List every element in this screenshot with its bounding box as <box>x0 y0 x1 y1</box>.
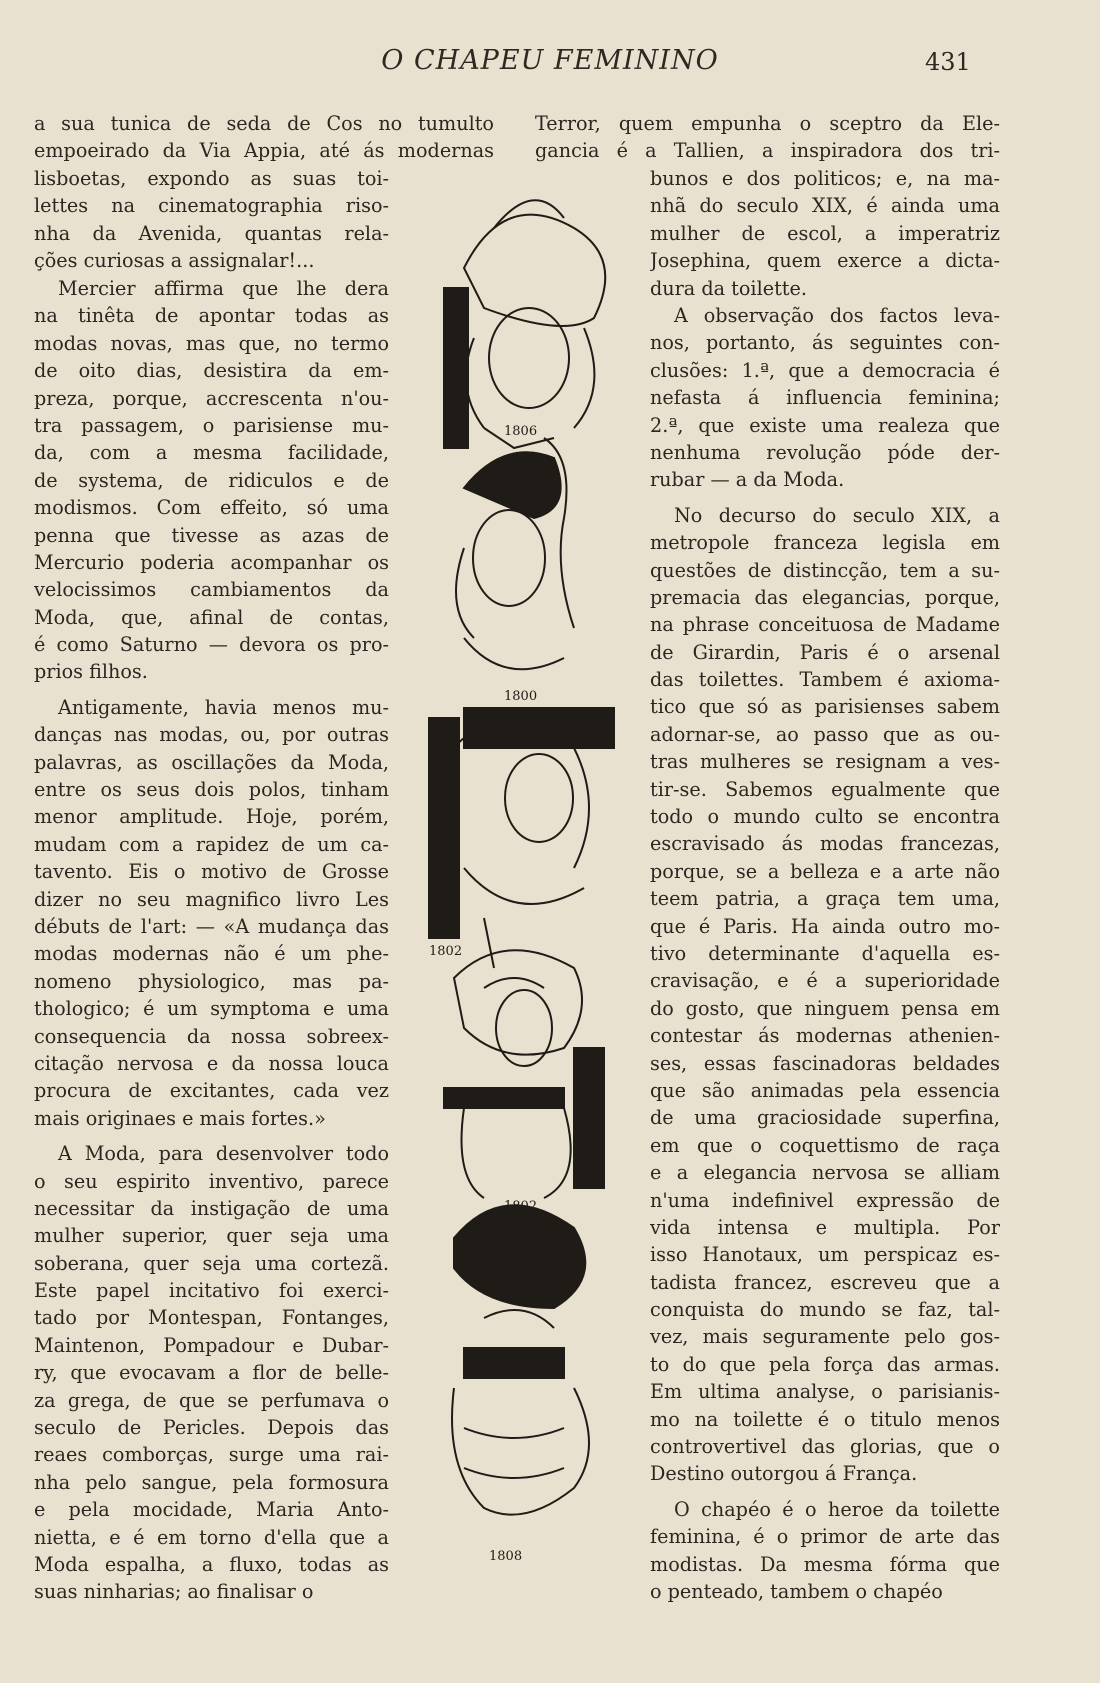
text-line: prios filhos. <box>34 660 148 684</box>
text-line: lisboetas, expondo as suas toi- <box>34 166 389 190</box>
text-line: Josephina, quem exerce a dicta- <box>650 249 1000 273</box>
text-line: tadista francez, escreveu que a <box>650 1270 1000 1294</box>
text-line: ções curiosas a assignalar!... <box>34 248 315 272</box>
text-line: de uma graciosidade superfina, <box>650 1106 1000 1130</box>
hat-4 <box>454 950 582 1054</box>
text-line: modistas. Da mesma fórma que <box>650 1552 1000 1576</box>
hat-5 <box>454 1205 585 1308</box>
text-line: questões de distincção, tem a su- <box>650 558 1000 582</box>
text-line: vida intensa e multipla. Por <box>650 1215 1000 1239</box>
text-line: e a elegancia nervosa se alliam <box>650 1161 1000 1185</box>
paragraph-gap <box>34 1132 389 1140</box>
text-line: nha da Avenida, quantas rela- <box>34 221 389 245</box>
text-line: nha pelo sangue, pela formosura <box>34 1470 389 1494</box>
text-line: das toilettes. Tambem é axioma- <box>650 668 1000 692</box>
text-line: o seu espirito inventivo, parece <box>34 1169 389 1193</box>
text-line: suas ninharias; ao finalisar o <box>34 1580 314 1604</box>
text-line: Destino outorgou á França. <box>650 1462 918 1486</box>
text-line: O chapéo é o heroe da toilette <box>674 1497 1000 1521</box>
text-line: procura de excitantes, cada vez <box>34 1079 389 1103</box>
face-1 <box>489 308 569 408</box>
text-line: da, com a mesma facilidade, <box>34 441 389 465</box>
text-line: isso Hanotaux, um perspicaz es- <box>650 1243 1000 1267</box>
text-line: na tinêta de apontar todas as <box>34 304 389 328</box>
text-line: danças nas modas, ou, por outras <box>34 723 389 747</box>
text-line: entre os seus dois polos, tinham <box>34 778 389 802</box>
hair-1 <box>466 328 594 428</box>
shoulders-3 <box>464 868 584 968</box>
text-line: dura da toilette. <box>650 276 807 300</box>
text-line: Em ultima analyse, o parisianis- <box>650 1380 1000 1404</box>
year-label: 1802 <box>429 944 463 959</box>
text-line: reaes comborças, surge uma rai- <box>34 1443 389 1467</box>
year-label: 1808 <box>489 1549 523 1564</box>
text-line: 2.ª, que existe uma realeza que <box>650 413 1000 437</box>
text-line: modas novas, mas que, no termo <box>34 331 389 355</box>
text-line: vez, mais seguramente pelo gos- <box>650 1325 1000 1349</box>
ruffles-5 <box>464 1428 564 1478</box>
text-line: controvertivel das glorias, que o <box>650 1435 1000 1459</box>
text-line: débuts de l'art: — «A mudança das <box>34 914 389 938</box>
paragraph-gap <box>650 1488 1000 1496</box>
text-line: tavento. Eis o motivo de Grosse <box>34 860 389 884</box>
text-line: o penteado, tambem o chapéo <box>650 1579 943 1603</box>
text-line: escravisado ás modas francezas, <box>650 832 1000 856</box>
text-line: rubar — a da Moda. <box>650 468 845 492</box>
dress-5 <box>452 1388 589 1515</box>
text-line: do gosto, que ninguem pensa em <box>650 996 1000 1020</box>
shadow-block <box>574 1048 604 1188</box>
text-line: modas modernas não é um phe- <box>34 942 389 966</box>
text-line: metropole franceza legisla em <box>650 531 1000 555</box>
text-line: nietta, e é em torno d'ella que a <box>34 1525 389 1549</box>
text-line: gancia é a Tallien, a inspiradora dos tri- <box>535 139 1000 163</box>
text-line: tir-se. Sabemos egualmente que <box>650 777 1000 801</box>
text-line: n'uma indefinivel expressão de <box>650 1188 1000 1212</box>
text-line: ry, que evocavam a flor de belle- <box>34 1361 389 1385</box>
year-label: 1806 <box>504 424 538 439</box>
shadow-block <box>444 288 468 448</box>
right-column-mid <box>650 165 1000 302</box>
paragraph-gap <box>650 494 1000 502</box>
text-line: empoeirado da Via Appia, até ás modernas <box>34 139 494 163</box>
text-line: tras mulheres se resignam a ves- <box>650 750 1000 774</box>
year-label: 1800 <box>504 689 538 704</box>
text-line: e pela mocidade, Maria Anto- <box>34 1498 389 1522</box>
text-line: adornar-se, ao passo que as ou- <box>650 722 1000 746</box>
text-line: tivo determinante d'aquella es- <box>650 941 1000 965</box>
text-line: mulher superior, quer seja uma <box>34 1224 389 1248</box>
text-line: mudam com a rapidez de um ca- <box>34 832 389 856</box>
collar-4 <box>444 1088 564 1108</box>
text-line: necessitar da instigação de uma <box>34 1196 389 1220</box>
text-line: Este papel incitativo foi exerci- <box>34 1279 389 1303</box>
text-line: conquista do mundo se faz, tal- <box>650 1298 1000 1322</box>
text-line: mais originaes e mais fortes.» <box>34 1106 326 1130</box>
text-line: thologico; é um symptoma e uma <box>34 997 389 1021</box>
text-line: nhã do seculo XIX, é ainda uma <box>650 194 1000 218</box>
text-line: teem patria, a graça tem uma, <box>650 887 1000 911</box>
text-line: soberana, quer seja uma cortezã. <box>34 1251 389 1275</box>
text-line: Mercier affirma que lhe dera <box>58 277 389 300</box>
face-3 <box>505 754 573 842</box>
right-column-top <box>535 110 1000 165</box>
left-column-body <box>34 275 389 1606</box>
text-line: tado por Montespan, Fontanges, <box>34 1306 389 1330</box>
text-line: tra passagem, o parisiense mu- <box>34 413 389 437</box>
collar-5 <box>464 1348 564 1378</box>
text-line: modismos. Com effeito, só uma <box>34 496 389 520</box>
text-line: Maintenon, Pompadour e Dubar- <box>34 1333 389 1357</box>
text-line: to do que pela força das armas. <box>650 1352 1000 1376</box>
text-line: bunos e dos politicos; e, na ma- <box>650 167 1000 190</box>
page-number: 431 <box>925 48 971 76</box>
text-line: consequencia da nossa sobreex- <box>34 1024 389 1048</box>
text-line: velocissimos cambiamentos da <box>34 578 389 602</box>
text-line: na phrase conceituosa de Madame <box>650 613 1000 637</box>
text-line: feminina, é o primor de arte das <box>650 1525 1000 1549</box>
text-line: lettes na cinematographia riso- <box>34 194 389 218</box>
text-line: mulher de escol, a imperatriz <box>650 221 1000 245</box>
text-line: tico que só as parisienses sabem <box>650 695 1000 719</box>
text-line: é como Saturno — devora os pro- <box>34 633 389 657</box>
hat-fashion-illustration <box>424 188 664 1583</box>
shadow-block <box>429 718 459 938</box>
text-line: todo o mundo culto se encontra <box>650 805 1000 829</box>
text-line: premacia das elegancias, porque, <box>650 585 1000 609</box>
text-line: em que o coquettismo de raça <box>650 1133 1000 1157</box>
face-5 <box>484 1310 554 1328</box>
dress-2 <box>456 548 564 669</box>
text-line: palavras, as oscillações da Moda, <box>34 750 389 774</box>
face-2 <box>473 510 545 606</box>
text-line: nos, portanto, ás seguintes con- <box>650 331 1000 355</box>
text-line: que é Paris. Ha ainda outro mo- <box>650 914 1000 938</box>
text-line: menor amplitude. Hoje, porém, <box>34 805 389 829</box>
running-title: O CHAPEU FEMININO <box>381 45 719 76</box>
text-line: mo na toilette é o titulo menos <box>650 1407 1000 1431</box>
text-line: a sua tunica de seda de Cos no tumulto <box>34 112 494 135</box>
text-line: Moda espalha, a fluxo, todas as <box>34 1552 389 1576</box>
text-line: porque, se a belleza e a arte não <box>650 859 1000 883</box>
dress-4 <box>462 1108 571 1198</box>
hat-band-4 <box>484 978 544 988</box>
text-line: A Moda, para desenvolver todo <box>58 1142 389 1166</box>
text-line: nefasta á influencia feminina; <box>650 386 1000 410</box>
text-line: de oito dias, desistira da em- <box>34 359 389 383</box>
text-line: preza, porque, accrescenta n'ou- <box>34 386 389 410</box>
hat-2 <box>464 452 561 518</box>
text-line: nomeno physiologico, mas pa- <box>34 969 389 993</box>
text-line: que são animadas pela essencia <box>650 1078 1000 1102</box>
text-line: de systema, de ridiculos e de <box>34 468 389 492</box>
text-line: nenhuma revolução póde der- <box>650 440 1000 464</box>
text-line: dizer no seu magnifico livro Les <box>34 887 389 911</box>
text-line: de Girardin, Paris é o arsenal <box>650 640 1000 664</box>
text-line: A observação dos factos leva- <box>674 304 1000 327</box>
text-line: Moda, que, afinal de contas, <box>34 605 389 629</box>
text-line: za grega, de que se perfumava o <box>34 1388 389 1412</box>
paragraph-gap <box>34 686 389 694</box>
fashion-portraits-svg <box>424 188 664 1583</box>
text-line: cravisação, e é a superioridade <box>650 969 1000 993</box>
text-line: Terror, quem empunha o sceptro da Ele- <box>535 112 1000 135</box>
year-label: 1802 <box>504 1199 538 1214</box>
text-line: Antigamente, havia menos mu- <box>58 695 389 719</box>
text-line: Mercurio poderia acompanhar os <box>34 550 389 574</box>
text-line: penna que tivesse as azas de <box>34 523 389 547</box>
text-line: contestar ás modernas athenien- <box>650 1024 1000 1048</box>
text-line: ses, essas fascinadoras beldades <box>650 1051 1000 1075</box>
text-line: seculo de Pericles. Depois das <box>34 1416 389 1440</box>
text-line: No decurso do seculo XIX, a <box>674 503 1000 527</box>
text-line: citação nervosa e da nossa louca <box>34 1051 389 1075</box>
text-line: clusões: 1.ª, que a democracia é <box>650 358 1000 382</box>
right-column-body <box>650 302 1000 1605</box>
